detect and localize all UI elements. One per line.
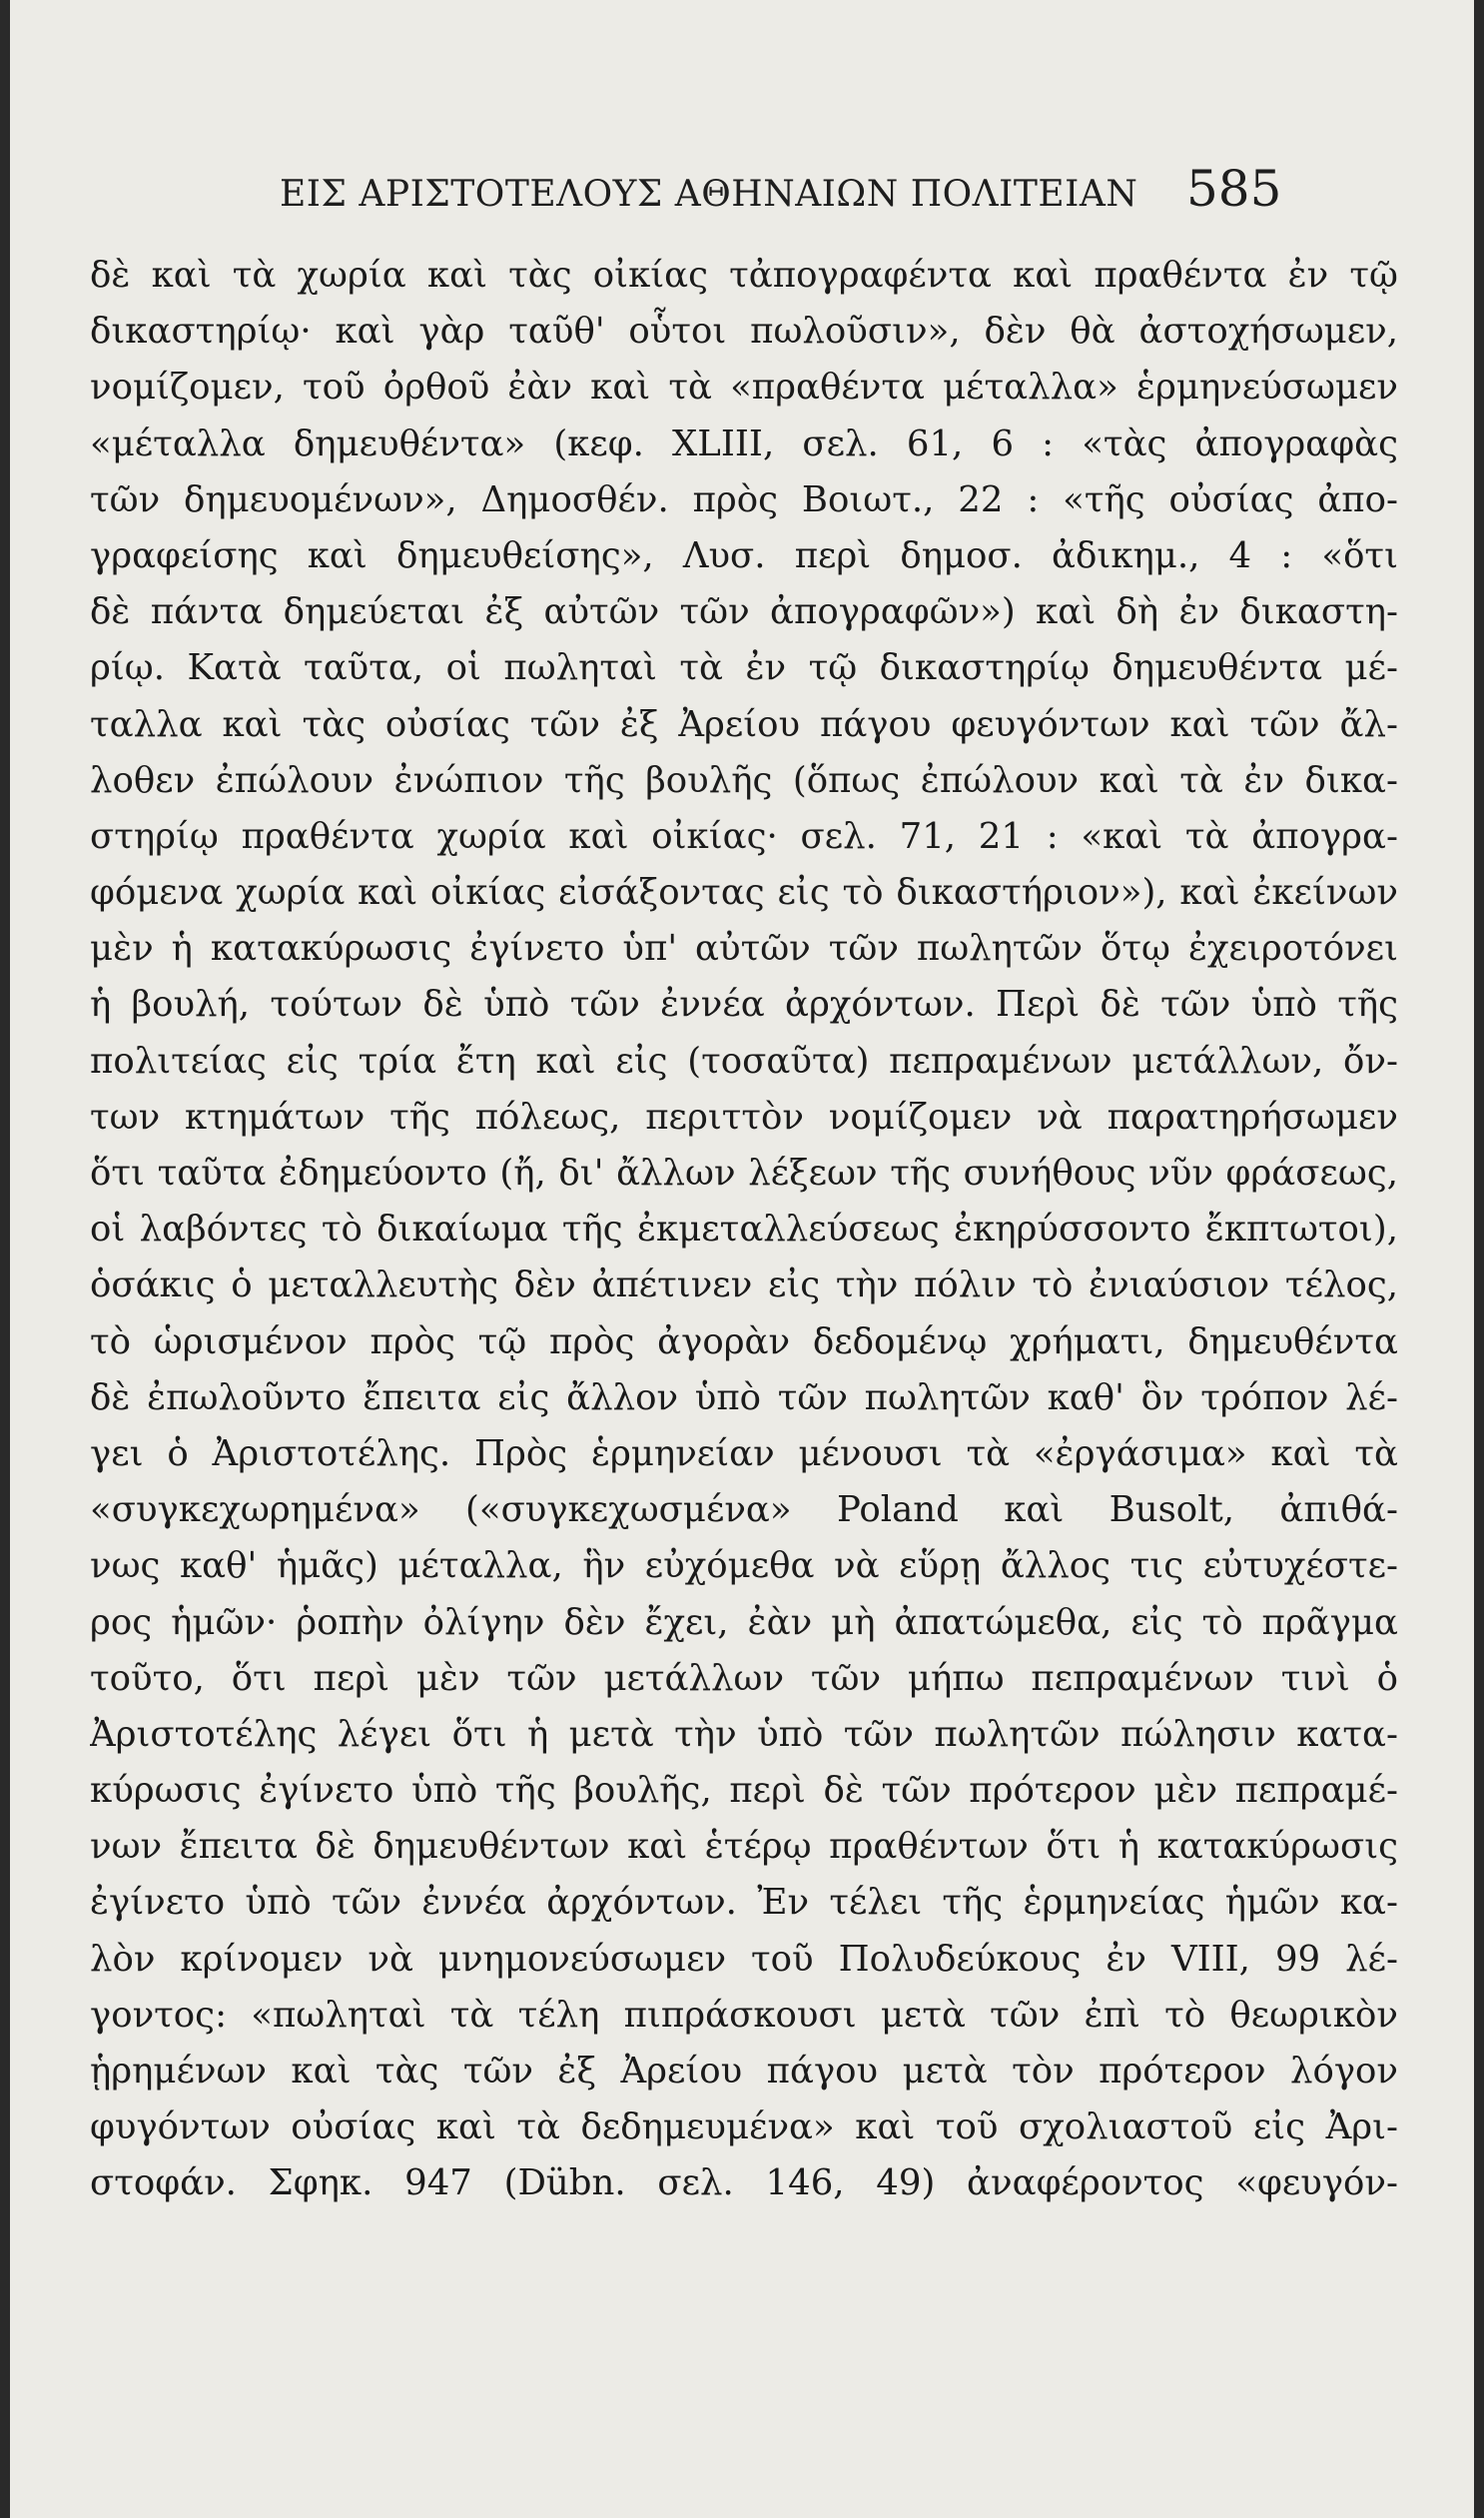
text-line: ρίῳ. Κατὰ ταῦτα, οἱ πωληταὶ τὰ ἐν τῷ δικαστηρίῳ δημευθέντα μέ- [90,647,1398,689]
text-line: τῶν δημευομένων», Δημοσθέν. πρὸς Βοιωτ., 22 : «τῆς οὐσίας ἀπο- [90,478,1398,520]
text-line: γει ὁ Ἀριστοτέλης. Πρὸς ἑρμηνείαν μένουσι τὰ «ἐργάσιμα» καὶ τὰ [90,1432,1398,1474]
text-line: ᾑρημένων καὶ τὰς τῶν ἐξ Ἀρείου πάγου μετὰ τὸν πρότερον λόγον [90,2051,1398,2092]
text-line: «συγκεχωρημένα» («συγκεχωσμένα» Poland καὶ Busolt, ἀπιθά- [90,1489,1398,1531]
text-line: φυγόντων οὐσίας καὶ τὰ δεδημευμένα» καὶ τοῦ σχολιαστοῦ εἰς Ἀρι- [90,2106,1398,2148]
text-line: νων ἔπειτα δὲ δημευθέντων καὶ ἑτέρῳ πραθέντων ὅτι ἡ κατακύρωσις [90,1826,1398,1868]
text-line: πολιτείας εἰς τρία ἔτη καὶ εἰς (τοσαῦτα) πεπραμένων μετάλλων, ὄν- [90,1040,1398,1082]
text-line: γραφείσης καὶ δημευθείσης», Λυσ. περὶ δημοσ. ἀδικημ., 4 : «ὅτι [90,534,1398,576]
text-line: δὲ πάντα δημεύεται ἐξ αὐτῶν τῶν ἀπογραφῶν») καὶ δὴ ἐν δικαστη- [90,591,1398,633]
text-line: ρος ἡμῶν· ῥοπὴν ὀλίγην δὲν ἔχει, ἐὰν μὴ ἀπατώμεθα, εἰς τὸ πρᾶγμα [90,1601,1398,1643]
text-line: ταλλα καὶ τὰς οὐσίας τῶν ἐξ Ἀρείου πάγου φευγόντων καὶ τῶν ἄλ- [90,703,1398,745]
text-line: φόμενα χωρία καὶ οἰκίας εἰσάξοντας εἰς τὸ δικαστήριον»), καὶ ἐκείνων [90,872,1398,914]
page-number: 585 [1186,160,1282,218]
text-line: οἱ λαβόντες τὸ δικαίωμα τῆς ἐκμεταλλεύσεως ἐκηρύσσοντο ἔκπτωτοι), [90,1209,1398,1251]
text-line: γοντος: «πωληταὶ τὰ τέλη πιπράσκουσι μετὰ τῶν ἐπὶ τὸ θεωρικὸν [90,1994,1398,2036]
text-line: Ἀριστοτέλης λέγει ὅτι ἡ μετὰ τὴν ὑπὸ τῶν πωλητῶν πώλησιν κατα- [90,1713,1398,1755]
body-text [90,248,1398,2212]
text-line: νως καθ' ἡμᾶς) μέταλλα, ἣν εὐχόμεθα νὰ εὕρῃ ἄλλος τις εὐτυχέστε- [90,1545,1398,1587]
book-page [10,0,1474,2518]
text-line: κύρωσις ἐγίνετο ὑπὸ τῆς βουλῆς, περὶ δὲ τῶν πρότερον μὲν πεπραμέ- [90,1770,1398,1812]
text-line: ἐγίνετο ὑπὸ τῶν ἐννέα ἀρχόντων. Ἐν τέλει τῆς ἑρμηνείας ἡμῶν κα- [90,1882,1398,1924]
text-line: «μέταλλα δημευθέντα» (κεφ. XLIII, σελ. 61, 6 : «τὰς ἀπογραφὰς [90,422,1398,464]
text-line: στοφάν. Σφηκ. 947 (Dübn. σελ. 146, 49) ἀναφέροντος «φευγόν- [90,2162,1398,2204]
text-line: ὁσάκις ὁ μεταλλευτὴς δὲν ἀπέτινεν εἰς τὴν πόλιν τὸ ἐνιαύσιον τέλος, [90,1264,1398,1306]
text-line: μὲν ἡ κατακύρωσις ἐγίνετο ὑπ' αὐτῶν τῶν πωλητῶν ὅτῳ ἐχειροτόνει [90,928,1398,970]
text-line: τὸ ὡρισμένον πρὸς τῷ πρὸς ἀγορὰν δεδομένῳ χρήματι, δημευθέντα [90,1320,1398,1362]
text-line: ἡ βουλή, τούτων δὲ ὑπὸ τῶν ἐννέα ἀρχόντων. Περὶ δὲ τῶν ὑπὸ τῆς [90,984,1398,1026]
text-line: δικαστηρίῳ· καὶ γὰρ ταῦθ' οὗτοι πωλοῦσιν», δὲν θὰ ἀστοχήσωμεν, [90,311,1398,353]
text-line: δὲ ἐπωλοῦντο ἔπειτα εἰς ἄλλον ὑπὸ τῶν πωλητῶν καθ' ὃν τρόπον λέ- [90,1376,1398,1418]
text-line: τοῦτο, ὅτι περὶ μὲν τῶν μετάλλων τῶν μήπω πεπραμένων τινὶ ὁ [90,1657,1398,1699]
text-line: λὸν κρίνομεν νὰ μνημονεύσωμεν τοῦ Πολυδεύκους ἐν VIII, 99 λέ- [90,1938,1398,1980]
page-header [10,140,1474,220]
text-line: δὲ καὶ τὰ χωρία καὶ τὰς οἰκίας τἀπογραφέντα καὶ πραθέντα ἐν τῷ [90,255,1398,296]
text-line: νομίζομεν, τοῦ ὀρθοῦ ἐὰν καὶ τὰ «πραθέντα μέταλλα» ἑρμηνεύσωμεν [90,367,1398,409]
text-line: των κτημάτων τῆς πόλεως, περιττὸν νομίζομεν νὰ παρατηρήσωμεν [90,1096,1398,1138]
running-title: ΕΙΣ ΑΡΙΣΤΟΤΕΛΟΥΣ ΑΘΗΝΑΙΩΝ ΠΟΛΙΤΕΙΑΝ [280,174,1138,215]
text-line: στηρίῳ πραθέντα χωρία καὶ οἰκίας· σελ. 71, 21 : «καὶ τὰ ἀπογρα- [90,815,1398,857]
text-line: ὅτι ταῦτα ἐδημεύοντο (ἤ, δι' ἄλλων λέξεων τῆς συνήθους νῦν φράσεως, [90,1153,1398,1194]
text-line: λοθεν ἐπώλουν ἐνώπιον τῆς βουλῆς (ὅπως ἐπώλουν καὶ τὰ ἐν δικα- [90,759,1398,801]
